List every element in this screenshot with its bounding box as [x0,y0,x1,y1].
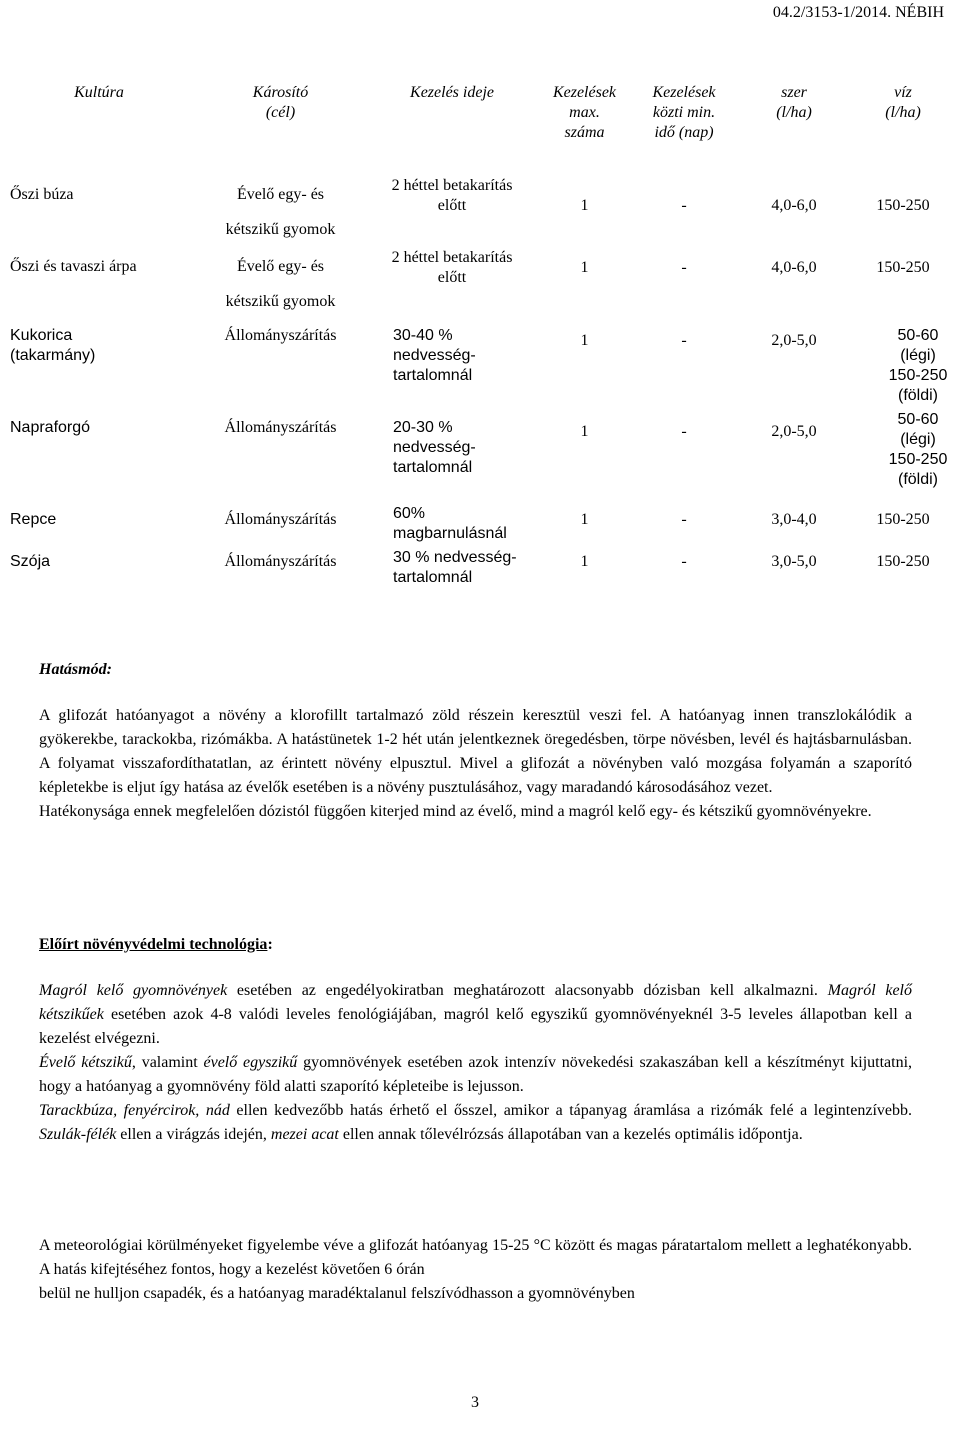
cell-max: 1 [580,259,589,276]
cell-szer: 3,0-4,0 [771,511,817,528]
technologia-heading: Előírt növényvédelmi technológia [39,936,268,953]
cell-szer: 2,0-5,0 [771,423,817,440]
cell-viz: 50-60 (légi) 150-250 (földi) [888,411,948,488]
cell-kozti: - [681,553,687,570]
table-row [0,246,958,324]
technologia-heading-line [39,933,912,957]
term-magrol-kelo-ketszikuek: Magról kelő kétszikűek [39,982,912,1023]
cell-kultura: Repce [10,511,57,528]
cell-karosito: Évelő egy- és kétszikű gyomok [225,186,336,238]
header-karosito: Károsító (cél) [252,84,309,121]
term-tarackbuza: Tarackbúza, fenyércirok, nád [39,1102,230,1119]
table-row [0,504,958,548]
cell-ideje: 2 héttel betakarítás előtt [391,249,513,286]
text-s3b: gyomnövények esetében azok intenzív növekedési szakaszában kell a készítményt kijuttatni, hogy a hatóanyag a gyomnövény föld alatti szaporító képleteibe is lejusson. [39,1054,913,1095]
treatment-table [0,58,958,594]
cell-viz: 50-60 (légi) 150-250 (földi) [888,327,948,404]
cell-viz: 150-250 [876,553,930,570]
table-row [0,408,958,504]
header-max: Kezelések max. száma [552,84,617,141]
technologia-colon: : [267,936,273,953]
table-row [0,174,958,246]
meteo-paragraph: A meteorológiai körülményeket figyelembe véve a glifozát hatóanyag 15-25 °C között és magas páratartalom mellett a leghatékonyabb. A hatás kifejtéséhez fontos, hogy a kezelést követően 6 órán [39,1237,912,1278]
cell-max: 1 [580,553,589,570]
cell-kozti: - [681,332,687,349]
hatasmod-heading: Hatásmód: [39,661,112,678]
cell-kultura: Napraforgó [10,419,91,436]
cell-kozti: - [681,259,687,276]
cell-szer: 4,0-6,0 [771,259,817,276]
table-row [0,324,958,408]
cell-szer: 3,0-5,0 [771,553,817,570]
cell-szer: 4,0-6,0 [771,197,817,214]
hatasmod-paragraph-1: A glifozát hatóanyagot a növény a klorofillt tartalmazó zöld részein keresztül veszi fel. A hatóanyag innen transzlokálódik a gyökerekbe, tarackokba, rizómákba. A hatástünetek 1-2 hét után jelentkeznek öregedésben, törpe növésben, levél és hajtásbarnulásban. A folyamat visszafordíthatatlan, az érintett növény elpusztul. Mivel a glifozát a növényben való mozgása folyamán a szaporító képletekbe is eljut így hatása az évelők esetében is a növény pusztulásához, vagy maradandó károsodásához vezet. [39,707,912,796]
cell-karosito: Állományszárítás [224,419,337,436]
cell-kultura: Őszi és tavaszi árpa [10,258,137,275]
page-number: 3 [471,1394,479,1411]
cell-kultura: Szója [10,553,51,570]
text-s3a: , valamint [131,1054,204,1071]
cell-ideje: 30-40 % nedvesség- tartalomnál [393,327,476,384]
cell-max: 1 [580,332,589,349]
cell-kozti: - [681,511,687,528]
term-szulak: Szulák-félék [39,1126,117,1143]
cell-viz: 150-250 [876,259,930,276]
term-evelo-ketsziku: Évelő kétszikű [39,1054,132,1071]
cell-kozti: - [681,197,687,214]
cell-viz: 150-250 [876,197,930,214]
header-ideje: Kezelés ideje [410,84,494,101]
cell-karosito: Évelő egy- és kétszikű gyomok [225,258,336,310]
cell-karosito: Állományszárítás [224,327,337,344]
cell-ideje: 20-30 % nedvesség- tartalomnál [393,419,476,476]
text-s5b: ellen annak tőlevélrózsás állapotában van a kezelés optimális időpontja. [338,1126,803,1143]
cell-viz: 150-250 [876,511,930,528]
cell-karosito: Állományszárítás [224,511,337,528]
hatasmod-section [39,658,912,824]
text-s4: ellen kedvezőbb hatás érhető el ősszel, amikor a tápanyag áramlása a rizómák felé a legintenzívebb. [229,1102,912,1119]
technologia-paragraph-1 [39,979,912,1051]
cell-kultura: Őszi búza [10,186,74,203]
text-s1: esetében az engedélyokiratban meghatározott alacsonyabb dózisban kell alkalmazni. [227,982,828,999]
cell-ideje: 2 héttel betakarítás előtt [391,177,513,214]
header-kultura: Kultúra [74,84,124,101]
hatasmod-paragraph-2: Hatékonysága ennek megfelelően dózistól függően kiterjed mind az évelő, mind a magról kelő egy- és kétszikű gyomnövényekre. [39,803,872,820]
header-szer: szer (l/ha) [776,84,812,121]
meteo-last-line: belül ne hulljon csapadék, és a hatóanyag maradéktalanul felszívódhasson a gyomnövényben [39,1285,635,1302]
term-magrol-kelo-gyom: Magról kelő gyomnövények [39,982,228,999]
cell-kozti: - [681,423,687,440]
header-kozti: Kezelések közti min. idő (nap) [652,84,716,141]
table-header-row [0,58,958,174]
header-viz: víz (l/ha) [885,84,921,121]
cell-karosito: Állományszárítás [224,553,337,570]
text-s5: ellen a virágzás idején, [116,1126,271,1143]
technologia-paragraph-3 [39,1099,912,1147]
term-evelo-egysziku: évelő egyszikű [203,1054,298,1071]
term-mezei-acat: mezei acat [270,1126,339,1143]
table-row [0,548,958,594]
text-s2: esetében azok 4-8 valódi leveles fenológiájában, magról kelő egyszikű gyomnövényeknél 3-5 leveles állapotban kell a kezelést elvégezni. [39,1006,912,1047]
cell-kultura: Kukorica (takarmány) [10,327,96,364]
technologia-paragraph-2 [39,1051,912,1099]
cell-ideje: 30 % nedvesség- tartalomnál [393,549,517,586]
meteo-section [39,1234,912,1306]
document-id: 04.2/3153-1/2014. NÉBIH [772,4,944,21]
technologia-section [39,933,912,1147]
cell-szer: 2,0-5,0 [771,332,817,349]
cell-ideje: 60% magbarnulásnál [393,505,507,542]
cell-max: 1 [580,511,589,528]
cell-max: 1 [580,423,589,440]
cell-max: 1 [580,197,589,214]
